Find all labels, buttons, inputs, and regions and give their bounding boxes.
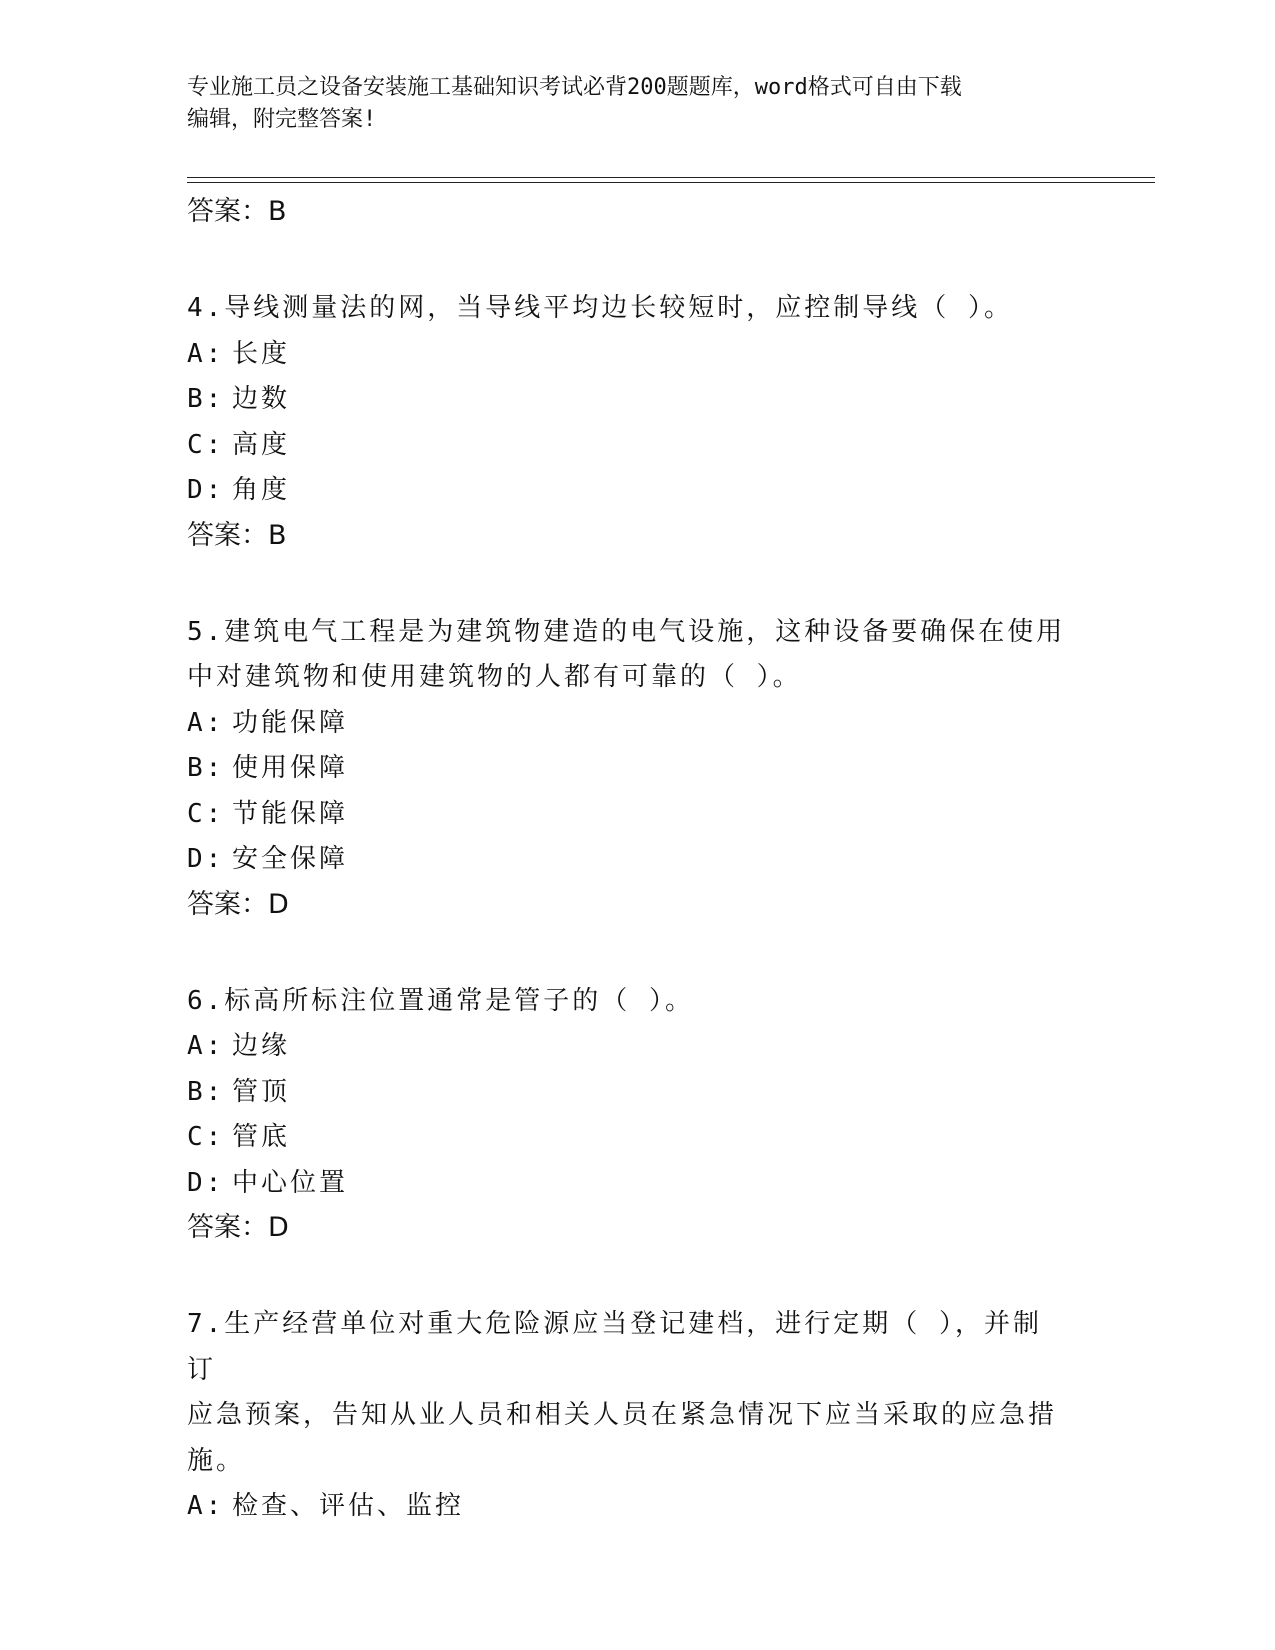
option-d <box>187 468 1067 514</box>
answer-line: 答案：B <box>187 519 287 551</box>
header-line-2: 编辑，附完整答案! <box>187 107 377 132</box>
question-stem: 6.标高所标注位置通常是管子的（ ）。 <box>187 985 694 1016</box>
option-a <box>187 1484 1067 1530</box>
option-letter: C: <box>187 1122 225 1152</box>
option-letter: B: <box>187 384 225 414</box>
option-text: 中心位置 <box>232 1167 349 1198</box>
question-6 <box>187 979 1067 1251</box>
option-text: 长度 <box>232 338 291 369</box>
option-text: 安全保障 <box>232 844 349 874</box>
answer-line: 答案：D <box>187 1212 289 1243</box>
question-stem: 5.建筑电气工程是为建筑物建造的电气设施，这种设备要确保在使用 <box>187 616 1066 647</box>
question-7 <box>187 1302 1067 1530</box>
option-b <box>187 746 1067 792</box>
option-letter: B: <box>187 1076 225 1107</box>
question-stem: 中对建筑物和使用建筑物的人都有可靠的（ ）。 <box>187 662 802 692</box>
option-text: 边数 <box>232 384 291 414</box>
question-stem: 4.导线测量法的网，当导线平均边长较短时，应控制导线（ ）。 <box>187 293 1013 323</box>
option-text: 节能保障 <box>232 798 349 829</box>
header-line-1: 专业施工员之设备安装施工基础知识考试必背200题题库，word格式可自由下载 <box>187 75 962 100</box>
question-stem: 7.生产经营单位对重大危险源应当登记建档，进行定期（ ），并制订 <box>187 1309 1042 1385</box>
question-5 <box>187 610 1067 927</box>
option-c <box>187 792 1067 838</box>
question-stem: 施。 <box>187 1445 246 1476</box>
option-d <box>187 837 1067 883</box>
option-letter: A: <box>187 338 225 369</box>
option-a <box>187 701 1067 747</box>
option-text: 边缘 <box>232 1031 291 1061</box>
option-text: 管底 <box>232 1122 291 1152</box>
option-letter: D: <box>187 1167 225 1198</box>
option-text: 高度 <box>232 429 291 460</box>
option-d <box>187 1161 1067 1207</box>
answer-line: 答案：B <box>187 196 287 227</box>
header-divider <box>187 182 1155 183</box>
question-list <box>187 190 1067 1530</box>
option-text: 功能保障 <box>232 707 349 738</box>
question-4 <box>187 286 1067 558</box>
header-divider <box>187 177 1155 178</box>
option-b <box>187 377 1067 423</box>
option-text: 检查、评估、监控 <box>232 1491 465 1521</box>
option-a <box>187 1024 1067 1070</box>
option-letter: B: <box>187 753 225 783</box>
option-letter: C: <box>187 798 225 829</box>
option-c <box>187 1115 1067 1161</box>
answer-line: 答案：D <box>187 888 289 920</box>
option-text: 管顶 <box>232 1076 291 1107</box>
option-text: 角度 <box>232 475 291 505</box>
option-letter: D: <box>187 844 225 874</box>
option-letter: C: <box>187 429 225 460</box>
option-a <box>187 332 1067 378</box>
question-stem: 应急预案，告知从业人员和相关人员在紧急情况下应当采取的应急措 <box>187 1400 1058 1430</box>
document-header <box>187 72 1067 136</box>
option-letter: A: <box>187 707 225 738</box>
option-letter: A: <box>187 1491 225 1521</box>
option-letter: D: <box>187 475 225 505</box>
option-letter: A: <box>187 1031 225 1061</box>
option-c <box>187 423 1067 469</box>
option-b <box>187 1070 1067 1116</box>
option-text: 使用保障 <box>232 753 349 783</box>
